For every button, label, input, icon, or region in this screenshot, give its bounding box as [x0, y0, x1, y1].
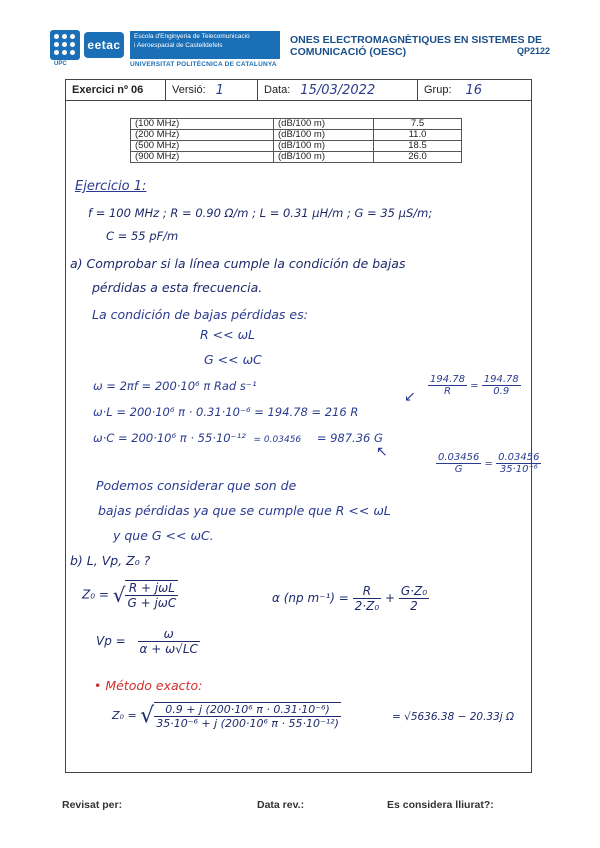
reviewed-by-label: Revisat per:: [62, 799, 123, 811]
exercise-info-bar: [65, 79, 532, 101]
group-value: 16: [465, 82, 483, 98]
school-name: Escola d'Enginyeria de Telecomunicació i Aeroespacial de Castelldefels: [130, 31, 280, 59]
table-cell: 26.0: [374, 152, 462, 163]
date-value: 15/03/2022: [300, 82, 376, 98]
conclusion-line-1: Podemos considerar que son de: [96, 478, 297, 493]
table-cell: (dB/100 m): [274, 119, 374, 130]
arrow-up-icon: ↙: [404, 388, 416, 404]
conclusion-line-3: y que G << ωC.: [113, 528, 214, 543]
exact-z0-formula: Z₀ = √ $\frac{\text{0.9 + j (200·10⁶ π · 0.31·10⁻⁶)}}{\text{35·10⁻⁶ + j (200·10⁶ π · 55·10⁻¹²)}}$: [112, 703, 339, 730]
table-row: [131, 130, 462, 141]
delivered-label: Es considera lliurat?:: [387, 799, 494, 811]
table-cell: 11.0: [374, 130, 462, 141]
omega-l-line: ω·L = 200·10⁶ π · 0.31·10⁻⁶ = 194.78 = 216 R: [93, 405, 359, 419]
fraction-g: $\frac{0.03456}{G}$ = $\frac{0.03456}{\text{35·10⁻⁶}}$: [438, 452, 540, 475]
upc-logo-icon: [50, 30, 80, 60]
table-cell: 18.5: [374, 141, 462, 152]
attenuation-table: [130, 118, 462, 163]
part-b-title: b) L, Vp, Z₀ ?: [70, 553, 151, 568]
condition-r: R << ωL: [200, 327, 256, 342]
table-row: [131, 119, 462, 130]
omega-line: ω = 2πf = 200·10⁶ π Rad s⁻¹: [93, 379, 257, 393]
table-cell: (dB/100 m): [274, 141, 374, 152]
z0-formula: Z₀ = √ $\frac{\text{R + jωL}}{\text{G + jωC}}$: [82, 581, 177, 610]
exact-z0-result: = √5636.38 − 20.33j Ω: [392, 711, 515, 723]
table-cell: (dB/100 m): [274, 152, 374, 163]
table-cell: (500 MHz): [131, 141, 274, 152]
review-date-label: Data rev.:: [257, 799, 305, 811]
table-cell: 7.5: [374, 119, 462, 130]
school-logo: [50, 28, 280, 68]
part-a-line-2: pérdidas a esta frecuencia.: [92, 280, 263, 295]
eetac-logo: eetac: [84, 32, 124, 58]
version-field: Versió: 1: [166, 80, 258, 100]
upc-mark: UPC: [54, 61, 67, 67]
course-code: QP2122: [516, 46, 550, 56]
exercise-number: Exercici nº 06: [66, 80, 166, 100]
data-line-1: f = 100 MHz ; R = 0.90 Ω/m ; L = 0.31 μH/m ; G = 35 μS/m;: [88, 206, 433, 220]
table-row: [131, 141, 462, 152]
date-field: Data: 15/03/2022: [258, 80, 418, 100]
table-cell: (900 MHz): [131, 152, 274, 163]
table-cell: (200 MHz): [131, 130, 274, 141]
part-a-line-1: a) Comprobar si la línea cumple la condición de bajas: [70, 256, 406, 271]
course-title: ONES ELECTROMAGNÈTIQUES EN SISTEMES DE COMUNICACIÓ (OESC): [290, 34, 543, 58]
condition-g: G << ωC: [204, 352, 262, 367]
university-name: UNIVERSITAT POLITÈCNICA DE CATALUNYA: [130, 61, 277, 68]
vp-formula: Vp = $\frac{\omega}{\alpha + \omega√LC}$: [96, 627, 198, 656]
alpha-formula: α (np m⁻¹) = $\frac{R}{\text{2·Z₀}}$ + $\frac{\text{G·Z₀}}{2}$: [272, 584, 428, 613]
data-line-2: C = 55 pF/m: [106, 229, 179, 243]
conclusion-line-2: bajas pérdidas ya que se cumple que R << ωL: [98, 503, 391, 518]
exercise-title: Ejercicio 1:: [75, 179, 147, 194]
condition-intro: La condición de bajas pérdidas es:: [92, 307, 308, 322]
table-cell: (dB/100 m): [274, 130, 374, 141]
exact-method-title: • Método exacto:: [94, 678, 203, 693]
fraction-r: $\frac{194.78}{R}$ = $\frac{194.78}{0.9}$: [430, 374, 519, 397]
table-cell: (100 MHz): [131, 119, 274, 130]
table-row: [131, 152, 462, 163]
group-field: Grup: 16: [424, 82, 483, 98]
omega-c-line: ω·C = 200·10⁶ π · 55·10⁻¹² = 0.03456 = 987.36 G: [93, 431, 383, 445]
arrow-down-icon: ↖: [376, 443, 388, 459]
version-value: 1: [215, 82, 224, 98]
